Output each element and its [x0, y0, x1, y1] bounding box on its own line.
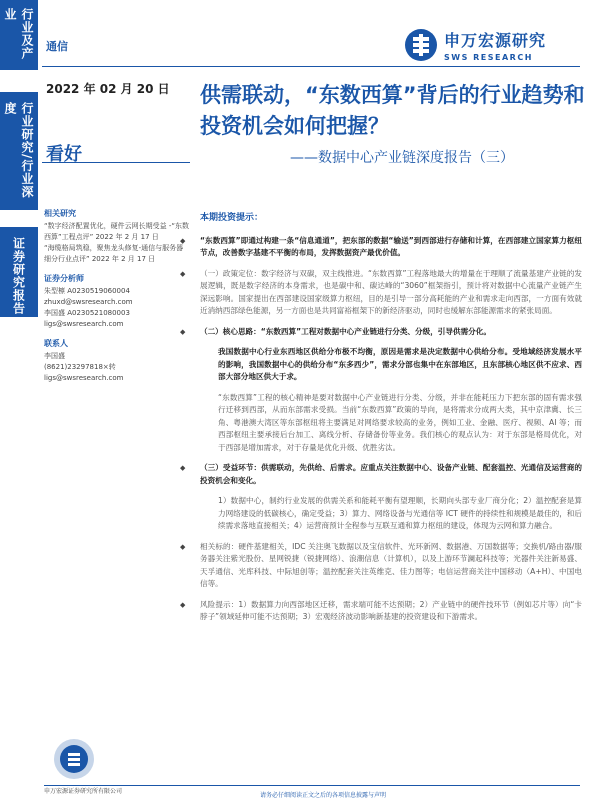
- analyst-email: ligs@swsresearch.com: [44, 320, 124, 328]
- contact-email: ligs@swsresearch.com: [44, 374, 124, 382]
- analyst-name: 李国盛 A0230521080003: [44, 309, 130, 317]
- analyst-email: zhuxd@swsresearch.com: [44, 298, 133, 306]
- paragraph-intro: ◆ “东数西算”即通过构建一条“信息通道”，把东部的数据“输送”到西部进行存储和计算，在西部建立国家算力枢纽节点，改善数字基建不平衡的布局，发挥数据资产最优价值。: [200, 235, 582, 260]
- rating-divider: [42, 162, 190, 163]
- investment-highlights: [200, 212, 582, 632]
- analyst-name: 朱型檩 A0230519060004: [44, 287, 130, 295]
- related-item: “数字经济配置优化，硬件云网长期受益 -“东数西算”工程点评” 2022 年 2 月 17 日: [44, 222, 190, 241]
- report-type-strip-label: 行业研究/行业深度: [3, 102, 34, 199]
- report-kind-strip: [0, 227, 38, 317]
- contact-heading: 联系人: [44, 339, 68, 348]
- header-divider: [42, 66, 580, 67]
- footer-disclaimer: 请务必仔细阅读正文之后的各项信息披露与声明: [260, 792, 387, 799]
- analysts: [44, 273, 190, 330]
- industry-strip: [0, 0, 38, 70]
- report-subtitle: ——数据中心产业链深度报告（三）: [290, 150, 514, 166]
- paragraph-core-idea: ◆ （二）核心思路：“东数西算”工程对数据中心产业链进行分类、分级，引导供需分化。: [200, 326, 582, 339]
- contact-name: 李国盛: [44, 352, 65, 360]
- report-kind-strip-label: 证券研究报告: [11, 237, 26, 315]
- industry-tag: 通信: [46, 40, 68, 53]
- paragraph-supply: 我国数据中心行业东西地区供给分布极不均衡，原因是需求是决定数据中心供给分布。受地域经济发展水平的影响，我国数据中心的供给分布“东多西少”，需求分部也集中在东部地区，且东部核心地区供不应求、西部大部分地区供大于求。: [218, 347, 582, 381]
- highlights-heading: 本期投资提示：: [200, 213, 264, 223]
- footer-divider: [44, 785, 580, 786]
- industry-strip-label: 行业及产业: [3, 8, 34, 60]
- contact: [44, 338, 190, 384]
- paragraph-risk: ◆ 风险提示：1）数据算力向西部地区迁移，需求端可能不达预期；2）产业链中的硬件技环节（例如芯片等）向“卡脖子”领域延伸可能不达预期；3）宏观经济波动影响新基建的投资建设和下游需求。: [200, 599, 582, 624]
- related-research-heading: 相关研究: [44, 209, 76, 218]
- rating: 看好: [46, 144, 82, 165]
- related-item: “海缆格局筑稳，聚焦龙头修复-通信与服务器细分行业点评” 2022 年 2 月 17 日: [44, 244, 184, 263]
- report-date: 2022 年 02 月 20 日: [46, 82, 170, 96]
- paragraph-policy: ◆ （一）政策定位：数字经济与双碳，双主线推进。“东数西算”工程落地最大的增量在于理顺了流量基建产业链的发展逻辑，既是数字经济的本身需求，也是碳中和、碳达峰的“3060”框架指引，预计将对数据中心流量产业链产生深远影响。国家提出在西部建设国家级算力枢纽，目的是引导一部分高耗能的产业和需求走向西部，一方面有效就近消纳西部绿色能源，另一方面也是共同富裕框架下的新经济驱动，同时也缓解东部能源需求的紧张局面。: [200, 268, 582, 318]
- contact-phone: (8621)23297818×转: [44, 363, 116, 371]
- paragraph-targets: ◆ 相关标的：硬件基建相关，IDC 关注奥飞数据以及宝信软件、光环新网、数据港、万国数据等；交换机/路由器/服务器关注紫光股份、星网锐捷（锐捷网络）、浪潮信息（计算机），以及上游环节澜起科技等；光器件关注新易盛、天孚通信、光库科技、中际旭创等；温控配套关注英维克、佳力图等；电信运营商关注中国移动（A+H）、中国电信等。: [200, 541, 582, 591]
- logo-mark-icon: [404, 28, 438, 62]
- paragraph-beneficiaries: ◆ （三）受益环节：供需联动，先供给、后需求。应重点关注数据中心、设备产业链、配套温控、光通信及运营商的投资机会和变化。: [200, 462, 582, 487]
- sidebar-info: [44, 208, 190, 392]
- paragraph-core-spirit: “东数西算”工程的核心精神是要对数据中心产业链进行分类、分级，并非在能耗压力下把东部的固有需求强行迁移到西部，从而东部需求受损。当前“东数西算”政策的导向，是将需求分成两大类，其中京津冀、长三角、粤港澳大湾区等东部枢纽将主要满足对网络要求较高的业务，例如工业、金融、医疗、视频、AI 等；而西部枢纽主要承接后台加工、离线分析、存储备份等业务。我们核心的观点认为：对于东部是格局优化，对于西部是增加需求，对于存量是优化升级、优胜劣汰。: [218, 392, 582, 452]
- report-type-strip: [0, 92, 38, 210]
- report-title: 供需联动，“东数西算”背后的行业趋势和投资机会如何把握？: [200, 83, 585, 138]
- company-logo: [404, 28, 546, 62]
- paragraph-beneficiary-detail: 1）数据中心，制约行业发展的供需关系和能耗平衡有望理顺，长期向头部专业厂商分化；2）温控配套是算力网络建设的低碳核心，确定受益；3）算力、网络设备与光通信等 ICT 硬件的持续性和规模是最佳的，和后续需求落地直接相关；4）运营商预计全程参与互联互通和算力枢纽的建设，体现为云网和算力融合。: [218, 496, 582, 530]
- logo-text-en: SWS RESEARCH: [444, 53, 533, 62]
- analysts-heading: 证券分析师: [44, 274, 84, 283]
- related-research: [44, 208, 190, 265]
- logo-text-cn: 申万宏源研究: [444, 31, 547, 50]
- footer-company: 申万宏源证券研究所有限公司: [44, 788, 123, 795]
